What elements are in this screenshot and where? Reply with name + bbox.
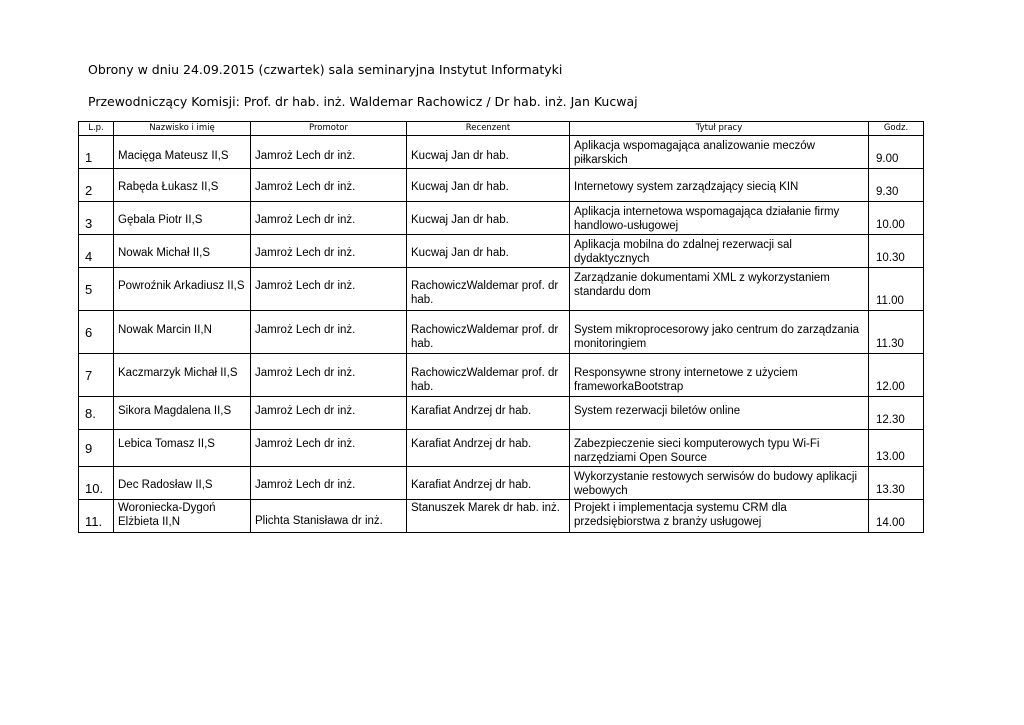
promotor: Jamroż Lech dr inż.	[251, 430, 407, 467]
reviewer: Kucwaj Jan dr hab.	[407, 202, 570, 235]
table-row	[79, 136, 924, 169]
defense-hour: 10.30	[869, 235, 924, 268]
table-row	[79, 311, 924, 354]
table-header-row	[79, 122, 924, 136]
reviewer: RachowiczWaldemar prof. dr hab.	[407, 311, 570, 354]
defense-hour: 10.00	[869, 202, 924, 235]
reviewer: Karafiat Andrzej dr hab.	[407, 397, 570, 430]
reviewer: Karafiat Andrzej dr hab.	[407, 467, 570, 500]
row-number: 9	[79, 430, 114, 467]
reviewer: RachowiczWaldemar prof. dr hab.	[407, 354, 570, 397]
thesis-title: Responsywne strony internetowe z użyciem frameworkaBootstrap	[570, 354, 869, 397]
defense-hour: 9.30	[869, 169, 924, 202]
document-title: Obrony w dniu 24.09.2015 (czwartek) sala seminaryjna Instytut Informatyki	[88, 62, 563, 77]
thesis-title: Aplikacja internetowa wspomagająca działanie firmy handlowo-usługowej	[570, 202, 869, 235]
row-number: 3	[79, 202, 114, 235]
student-name: Nowak Michał II,S	[114, 235, 251, 268]
column-header-hour: Godz.	[869, 122, 924, 136]
reviewer: Karafiat Andrzej dr hab.	[407, 430, 570, 467]
defense-hour: 11.30	[869, 311, 924, 354]
promotor: Plichta Stanisława dr inż.	[251, 500, 407, 533]
defense-hour: 13.30	[869, 467, 924, 500]
defense-hour: 14.00	[869, 500, 924, 533]
column-header-lp: L.p.	[79, 122, 114, 136]
table-row	[79, 268, 924, 311]
thesis-title: System mikroprocesorowy jako centrum do zarządzania monitoringiem	[570, 311, 869, 354]
promotor: Jamroż Lech dr inż.	[251, 136, 407, 169]
row-number: 11.	[79, 500, 114, 533]
thesis-title: Aplikacja wspomagająca analizowanie meczów piłkarskich	[570, 136, 869, 169]
column-header-promotor: Promotor	[251, 122, 407, 136]
promotor: Jamroż Lech dr inż.	[251, 268, 407, 311]
reviewer: Kucwaj Jan dr hab.	[407, 169, 570, 202]
defense-hour: 12.00	[869, 354, 924, 397]
student-name: Dec Radosław II,S	[114, 467, 251, 500]
defense-hour: 13.00	[869, 430, 924, 467]
thesis-title: Internetowy system zarządzający siecią KIN	[570, 169, 869, 202]
column-header-title: Tytuł pracy	[570, 122, 869, 136]
table-row	[79, 169, 924, 202]
table-row	[79, 354, 924, 397]
table-row	[79, 397, 924, 430]
student-name: Nowak Marcin II,N	[114, 311, 251, 354]
promotor: Jamroż Lech dr inż.	[251, 397, 407, 430]
reviewer: RachowiczWaldemar prof. dr hab.	[407, 268, 570, 311]
reviewer: Kucwaj Jan dr hab.	[407, 235, 570, 268]
student-name: Kaczmarzyk Michał II,S	[114, 354, 251, 397]
student-name: Rabęda Łukasz II,S	[114, 169, 251, 202]
row-number: 10.	[79, 467, 114, 500]
thesis-title: Zabezpieczenie sieci komputerowych typu Wi-Fi narzędziami Open Source	[570, 430, 869, 467]
student-name: Gębala Piotr II,S	[114, 202, 251, 235]
row-number: 2	[79, 169, 114, 202]
row-number: 1	[79, 136, 114, 169]
defense-hour: 12.30	[869, 397, 924, 430]
column-header-recenzent: Recenzent	[407, 122, 570, 136]
defense-hour: 11.00	[869, 268, 924, 311]
row-number: 8.	[79, 397, 114, 430]
defense-schedule-table	[78, 121, 924, 533]
promotor: Jamroż Lech dr inż.	[251, 311, 407, 354]
table-row	[79, 202, 924, 235]
table-row	[79, 235, 924, 268]
student-name: Woroniecka-Dygoń Elżbieta II,N	[114, 500, 251, 533]
reviewer: Kucwaj Jan dr hab.	[407, 136, 570, 169]
row-number: 6	[79, 311, 114, 354]
thesis-title: System rezerwacji biletów online	[570, 397, 869, 430]
table-row	[79, 467, 924, 500]
defense-hour: 9.00	[869, 136, 924, 169]
thesis-title: Zarządzanie dokumentami XML z wykorzystaniem standardu dom	[570, 268, 869, 311]
row-number: 4	[79, 235, 114, 268]
row-number: 7	[79, 354, 114, 397]
thesis-title: Aplikacja mobilna do zdalnej rezerwacji sal dydaktycznych	[570, 235, 869, 268]
committee-chair-line: Przewodniczący Komisji: Prof. dr hab. inż. Waldemar Rachowicz / Dr hab. inż. Jan Kucwaj	[88, 94, 638, 109]
promotor: Jamroż Lech dr inż.	[251, 354, 407, 397]
thesis-title: Wykorzystanie restowych serwisów do budowy aplikacji webowych	[570, 467, 869, 500]
table-row	[79, 500, 924, 533]
table-row	[79, 430, 924, 467]
promotor: Jamroż Lech dr inż.	[251, 169, 407, 202]
promotor: Jamroż Lech dr inż.	[251, 235, 407, 268]
student-name: Macięga Mateusz II,S	[114, 136, 251, 169]
promotor: Jamroż Lech dr inż.	[251, 467, 407, 500]
reviewer: Stanuszek Marek dr hab. inż.	[407, 500, 570, 533]
thesis-title: Projekt i implementacja systemu CRM dla przedsiębiorstwa z branży usługowej	[570, 500, 869, 533]
row-number: 5	[79, 268, 114, 311]
student-name: Lebica Tomasz II,S	[114, 430, 251, 467]
column-header-name: Nazwisko i imię	[114, 122, 251, 136]
promotor: Jamroż Lech dr inż.	[251, 202, 407, 235]
student-name: Sikora Magdalena II,S	[114, 397, 251, 430]
student-name: Powroźnik Arkadiusz II,S	[114, 268, 251, 311]
